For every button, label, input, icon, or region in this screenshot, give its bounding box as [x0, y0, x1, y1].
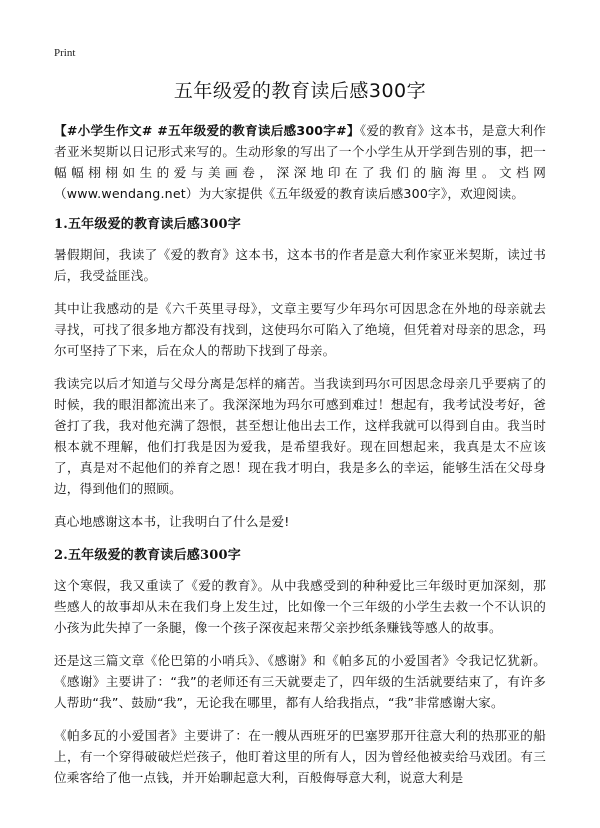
intro-tag: 【#小学生作文# #五年级爱的教育读后感300字#】	[54, 123, 360, 138]
article-body	[54, 120, 546, 800]
section-1-paragraph: 我读完以后才知道与父母分离是怎样的痛苦。当我读到玛尔可因思念母亲几乎要病了的时候，我的眼泪都流出来了。我深深地为玛尔可感到难过！想起有，我考试没考好，爸爸打了我，我对他充满了怨恨，甚至想让他出去工作，这样我就可以得到自由。我当时根本就不理解，他们打我是因为爱我，是希望我好。现在回想起来，我真是太不应该了，真是对不起他们的养育之恩！现在我才明白，我是多么的幸运，能够生活在父母身边，得到他们的照顾。	[54, 376, 546, 496]
section-2-paragraph: 还是这三篇文章《伦巴第的小哨兵》、《感谢》和《帕多瓦的小爱国者》令我记忆犹新。《感谢》主要讲了：“我”的老师还有三天就要走了，四年级的生活就要结束了，有许多人帮助“我”、鼓励“我”，无论我在哪里，都有人给我指点，“我”非常感谢大家。	[54, 653, 546, 710]
section-2-heading: 2.五年级爱的教育读后感300字	[54, 548, 241, 563]
page-title: 五年级爱的教育读后感300字	[173, 80, 427, 102]
section-1-heading: 1.五年级爱的教育读后感300字	[54, 217, 241, 232]
section-1-paragraph: 暑假期间，我读了《爱的教育》这本书，这本书的作者是意大利作家亚米契斯，读过书后，我受益匪浅。	[54, 247, 546, 283]
intro-text: 《爱的教育》这本书，是意大利作者亚米契斯以日记形式来写的。生动形象的写出了一个小学生从开学到告别的事，把一幅幅栩栩如生的爱与美画卷，深深地印在了我们的脑海里。文档网（www.wendang.net）为大家提供《五年级爱的教育读后感300字》，欢迎阅读。	[54, 123, 546, 201]
print-label: Print	[54, 47, 76, 59]
section-2-paragraph: 这个寒假，我又重读了《爱的教育》。从中我感受到的种种爱比三年级时更加深刻，那些感人的故事却从未在我们身上发生过，比如像一个三年级的小学生去救一个不认识的小孩为此失掉了一条腿，像一个孩子深夜起来帮父亲抄纸条赚钱等感人的故事。	[54, 578, 546, 635]
section-1-paragraph: 其中让我感动的是《六千英里寻母》，文章主要写少年玛尔可因思念在外地的母亲就去寻找，可找了很多地方都没有找到，这使玛尔可陷入了绝境，但凭着对母亲的思念，玛尔可坚持了下来，后在众人的帮助下找到了母亲。	[54, 301, 546, 358]
section-2-paragraph: 《帕多瓦的小爱国者》主要讲了：在一艘从西班牙的巴塞罗那开往意大利的热那亚的船上，有一个穿得破破烂烂孩子，他盯着这里的所有人，因为曾经他被卖给马戏团。有三位乘客给了他一点钱，并开始聊起意大利，百般侮辱意大利，说意大利是	[54, 728, 546, 785]
section-1-paragraph: 真心地感谢这本书，让我明白了什么是爱!	[54, 514, 290, 529]
intro-paragraph	[54, 120, 546, 204]
